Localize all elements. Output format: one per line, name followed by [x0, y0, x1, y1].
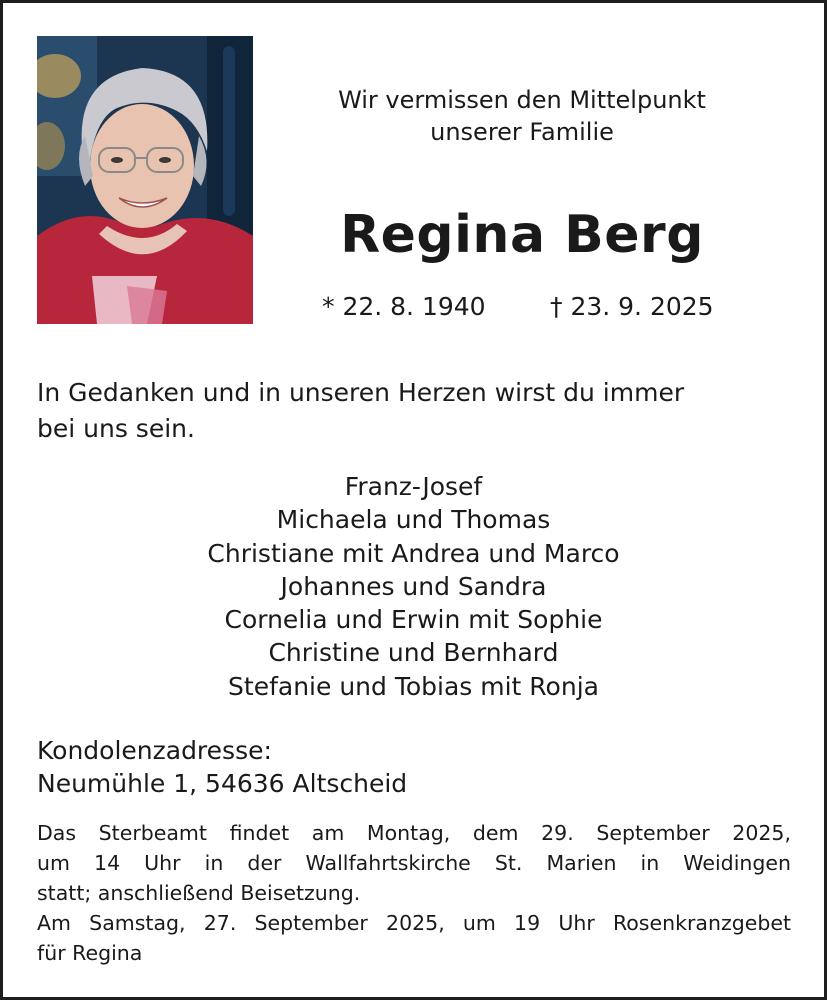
details-line-4: Am Samstag, 27. September 2025, um 19 Uhr Rosenkranzgebet — [37, 911, 791, 935]
family-member: Cornelia und Erwin mit Sophie — [224, 605, 603, 635]
family-member: Johannes und Sandra — [280, 571, 547, 601]
quote-line-2: bei uns sein. — [37, 414, 195, 443]
address-value: Neumühle 1, 54636 Altscheid — [37, 769, 408, 798]
address-label: Kondolenzadresse: — [37, 736, 272, 765]
details-line-5: für Regina — [37, 941, 143, 965]
condolence-address — [37, 734, 797, 800]
details-line-1: Das Sterbeamt findet am Montag, dem 29. September 2025, — [37, 821, 791, 845]
motto-line-2: unserer Familie — [430, 118, 614, 146]
details-line-3: statt; anschließend Beisetzung. — [37, 881, 361, 905]
service-details — [37, 818, 791, 968]
quote-line-1: In Gedanken und in unseren Herzen wirst du immer — [37, 378, 685, 407]
family-member: Franz-Josef — [344, 472, 483, 501]
family-list — [100, 470, 727, 703]
death-date: † 23. 9. 2025 — [550, 292, 714, 321]
family-member: Christiane mit Andrea und Marco — [207, 538, 620, 568]
birth-date: * 22. 8. 1940 — [322, 292, 486, 321]
details-line-2: um 14 Uhr in der Wallfahrtskirche St. Marien in Weidingen — [37, 851, 791, 875]
motto — [290, 84, 754, 148]
portrait-photo — [37, 36, 253, 324]
memorial-quote — [37, 375, 797, 447]
family-member: Christine und Bernhard — [268, 638, 559, 668]
family-member: Stefanie und Tobias mit Ronja — [228, 671, 599, 701]
motto-line-1: Wir vermissen den Mittelpunkt — [338, 86, 706, 114]
deceased-name: Regina Berg — [340, 205, 704, 265]
family-member: Michaela und Thomas — [276, 505, 551, 535]
